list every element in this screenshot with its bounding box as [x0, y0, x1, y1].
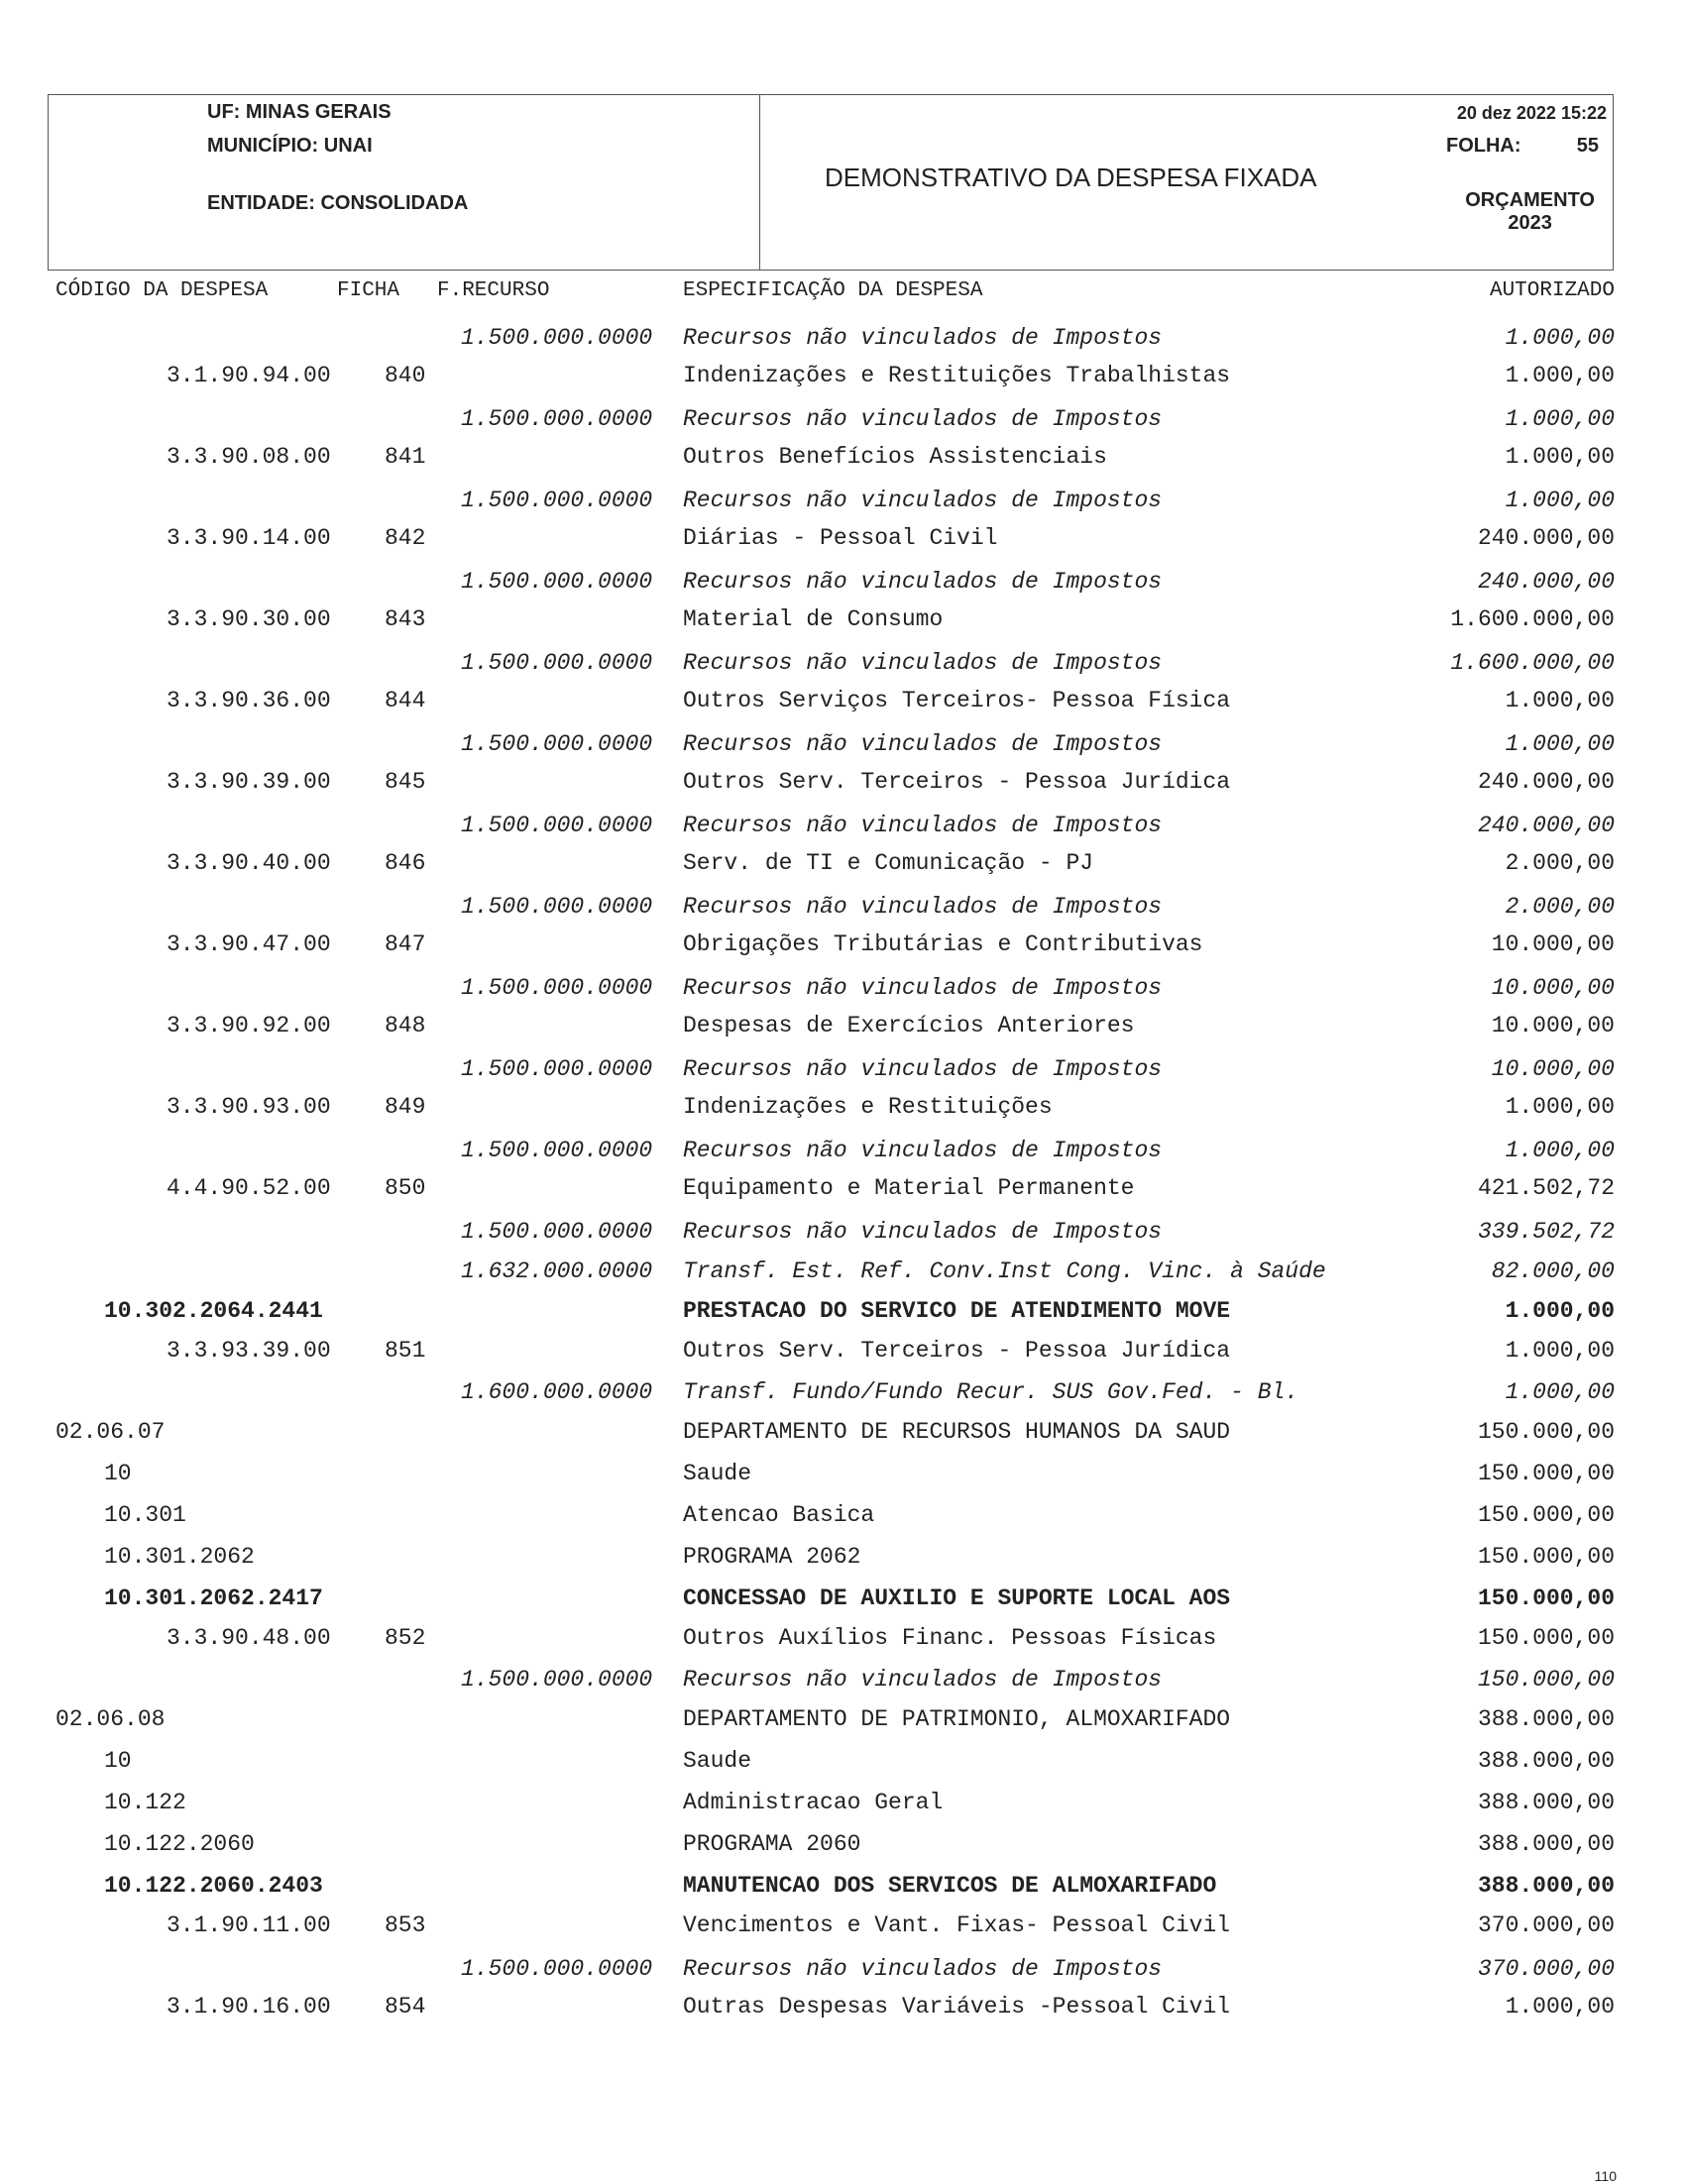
- code-cell: 10.301: [104, 1502, 186, 1528]
- table-row: [0, 363, 1686, 392]
- code-cell: 3.3.90.92.00: [167, 1013, 331, 1038]
- description-cell: Recursos não vinculados de Impostos: [683, 488, 1163, 513]
- value-cell: 1.000,00: [1505, 325, 1615, 351]
- report-datetime: 20 dez 2022 15:22: [1456, 103, 1607, 123]
- code-cell: 3.1.90.16.00: [167, 1994, 331, 2020]
- value-cell: 10.000,00: [1491, 1013, 1615, 1038]
- code-cell: 10.122: [104, 1790, 186, 1815]
- code-cell: 10.122.2060.2403: [104, 1873, 323, 1899]
- ficha-cell: 854: [385, 1994, 426, 2020]
- code-cell: 3.3.90.39.00: [167, 769, 331, 795]
- table-row-resource: [0, 1956, 1686, 1986]
- table-row: [0, 688, 1686, 717]
- value-cell: 1.000,00: [1505, 1994, 1615, 2020]
- value-cell: 388.000,00: [1477, 1706, 1615, 1732]
- code-cell: 10.302.2064.2441: [104, 1298, 323, 1324]
- description-cell: Recursos não vinculados de Impostos: [683, 1056, 1163, 1082]
- value-cell: 150.000,00: [1477, 1461, 1615, 1486]
- description-cell: Recursos não vinculados de Impostos: [683, 1956, 1163, 1982]
- ficha-cell: 845: [385, 769, 426, 795]
- table-row: [0, 1831, 1686, 1861]
- description-cell: Outros Benefícios Assistenciais: [683, 444, 1107, 470]
- code-cell: 02.06.08: [56, 1706, 166, 1732]
- description-cell: PRESTACAO DO SERVICO DE ATENDIMENTO MOVE: [683, 1298, 1231, 1324]
- description-cell: DEPARTAMENTO DE RECURSOS HUMANOS DA SAUD: [683, 1419, 1231, 1445]
- table-row-resource: [0, 894, 1686, 924]
- table-row: [0, 1338, 1686, 1367]
- value-cell: 82.000,00: [1491, 1258, 1615, 1284]
- table-row-resource: [0, 488, 1686, 517]
- table-row: [0, 1419, 1686, 1449]
- ficha-cell: 847: [385, 931, 426, 957]
- municipio-label: MUNICÍPIO: UNAI: [207, 135, 373, 157]
- description-cell: Serv. de TI e Comunicação - PJ: [683, 850, 1094, 876]
- description-cell: Atencao Basica: [683, 1502, 875, 1528]
- recurso-cell: 1.500.000.0000: [461, 406, 653, 432]
- value-cell: 1.000,00: [1505, 1298, 1615, 1324]
- table-row: [0, 1873, 1686, 1903]
- ficha-cell: 842: [385, 525, 426, 551]
- code-cell: 02.06.07: [56, 1419, 166, 1445]
- description-cell: Saude: [683, 1461, 752, 1486]
- table-row-resource: [0, 975, 1686, 1005]
- value-cell: 1.000,00: [1505, 488, 1615, 513]
- table-row: [0, 606, 1686, 636]
- table-row: [0, 1585, 1686, 1615]
- value-cell: 240.000,00: [1477, 769, 1615, 795]
- ficha-cell: 840: [385, 363, 426, 388]
- table-row: [0, 1298, 1686, 1328]
- table-row-resource: [0, 325, 1686, 355]
- value-cell: 388.000,00: [1477, 1831, 1615, 1857]
- orcamento-year: 2023: [1508, 212, 1552, 234]
- code-cell: 3.1.90.94.00: [167, 363, 331, 388]
- recurso-cell: 1.500.000.0000: [461, 1138, 653, 1163]
- value-cell: 1.000,00: [1505, 1094, 1615, 1120]
- col-ficha: FICHA: [337, 279, 400, 302]
- table-row-resource: [0, 1258, 1686, 1288]
- table-row: [0, 850, 1686, 880]
- value-cell: 150.000,00: [1477, 1625, 1615, 1651]
- table-row: [0, 1461, 1686, 1490]
- value-cell: 240.000,00: [1477, 813, 1615, 838]
- code-cell: 4.4.90.52.00: [167, 1175, 331, 1201]
- value-cell: 388.000,00: [1477, 1790, 1615, 1815]
- code-cell: 10: [104, 1461, 132, 1486]
- col-recurso: F.RECURSO: [437, 279, 550, 302]
- description-cell: Recursos não vinculados de Impostos: [683, 1219, 1163, 1245]
- value-cell: 10.000,00: [1491, 1056, 1615, 1082]
- value-cell: 388.000,00: [1477, 1873, 1615, 1899]
- value-cell: 150.000,00: [1477, 1544, 1615, 1570]
- value-cell: 2.000,00: [1505, 850, 1615, 876]
- description-cell: Recursos não vinculados de Impostos: [683, 1667, 1163, 1693]
- table-row-resource: [0, 1379, 1686, 1409]
- code-cell: 3.3.93.39.00: [167, 1338, 331, 1364]
- value-cell: 388.000,00: [1477, 1748, 1615, 1774]
- value-cell: 1.000,00: [1505, 731, 1615, 757]
- description-cell: Indenizações e Restituições Trabalhistas: [683, 363, 1231, 388]
- ficha-cell: 843: [385, 606, 426, 632]
- description-cell: Transf. Fundo/Fundo Recur. SUS Gov.Fed. - Bl.: [683, 1379, 1299, 1405]
- value-cell: 370.000,00: [1477, 1912, 1615, 1938]
- value-cell: 1.000,00: [1505, 688, 1615, 713]
- recurso-cell: 1.500.000.0000: [461, 1056, 653, 1082]
- table-row-resource: [0, 1056, 1686, 1086]
- description-cell: Recursos não vinculados de Impostos: [683, 813, 1163, 838]
- ficha-cell: 851: [385, 1338, 426, 1364]
- code-cell: 10.122.2060: [104, 1831, 255, 1857]
- ficha-cell: 853: [385, 1912, 426, 1938]
- value-cell: 1.000,00: [1505, 444, 1615, 470]
- table-row-resource: [0, 813, 1686, 842]
- table-row-resource: [0, 1219, 1686, 1249]
- orcamento-block: [1465, 189, 1595, 235]
- ficha-cell: 848: [385, 1013, 426, 1038]
- code-cell: 10.301.2062: [104, 1544, 255, 1570]
- recurso-cell: 1.500.000.0000: [461, 1956, 653, 1982]
- recurso-cell: 1.632.000.0000: [461, 1258, 653, 1284]
- description-cell: Transf. Est. Ref. Conv.Inst Cong. Vinc. à Saúde: [683, 1258, 1326, 1284]
- table-row: [0, 1544, 1686, 1574]
- description-cell: Outros Serviços Terceiros- Pessoa Física: [683, 688, 1231, 713]
- recurso-cell: 1.500.000.0000: [461, 1219, 653, 1245]
- value-cell: 1.000,00: [1505, 406, 1615, 432]
- description-cell: PROGRAMA 2060: [683, 1831, 861, 1857]
- page-number: 110: [1594, 2168, 1617, 2184]
- recurso-cell: 1.500.000.0000: [461, 1667, 653, 1693]
- code-cell: 3.3.90.30.00: [167, 606, 331, 632]
- uf-label: UF: MINAS GERAIS: [207, 101, 392, 123]
- code-cell: 3.3.90.47.00: [167, 931, 331, 957]
- value-cell: 240.000,00: [1477, 569, 1615, 595]
- description-cell: CONCESSAO DE AUXILIO E SUPORTE LOCAL AOS: [683, 1585, 1231, 1611]
- table-row-resource: [0, 1138, 1686, 1167]
- table-row: [0, 1094, 1686, 1124]
- folha-number: 55: [1576, 135, 1599, 157]
- table-row: [0, 1748, 1686, 1778]
- value-cell: 370.000,00: [1477, 1956, 1615, 1982]
- table-row: [0, 444, 1686, 474]
- value-cell: 339.502,72: [1477, 1219, 1615, 1245]
- value-cell: 1.000,00: [1505, 363, 1615, 388]
- ficha-cell: 850: [385, 1175, 426, 1201]
- table-row: [0, 1502, 1686, 1532]
- recurso-cell: 1.600.000.0000: [461, 1379, 653, 1405]
- description-cell: Recursos não vinculados de Impostos: [683, 406, 1163, 432]
- description-cell: Equipamento e Material Permanente: [683, 1175, 1135, 1201]
- table-row-resource: [0, 569, 1686, 599]
- col-autorizado: AUTORIZADO: [1489, 279, 1615, 302]
- code-cell: 10.301.2062.2417: [104, 1585, 323, 1611]
- recurso-cell: 1.500.000.0000: [461, 731, 653, 757]
- description-cell: Outros Auxílios Financ. Pessoas Físicas: [683, 1625, 1217, 1651]
- value-cell: 2.000,00: [1505, 894, 1615, 920]
- code-cell: 3.1.90.11.00: [167, 1912, 331, 1938]
- ficha-cell: 844: [385, 688, 426, 713]
- description-cell: Indenizações e Restituições: [683, 1094, 1053, 1120]
- table-row-resource: [0, 731, 1686, 761]
- ficha-cell: 849: [385, 1094, 426, 1120]
- table-row: [0, 931, 1686, 961]
- table-row: [0, 769, 1686, 799]
- table-row: [0, 1790, 1686, 1819]
- recurso-cell: 1.500.000.0000: [461, 894, 653, 920]
- value-cell: 1.000,00: [1505, 1338, 1615, 1364]
- value-cell: 1.600.000,00: [1450, 650, 1615, 676]
- table-row: [0, 525, 1686, 555]
- entidade-label: ENTIDADE: CONSOLIDADA: [207, 192, 469, 214]
- table-row: [0, 1706, 1686, 1736]
- col-especificacao: ESPECIFICAÇÃO DA DESPESA: [683, 279, 983, 302]
- value-cell: 1.600.000,00: [1450, 606, 1615, 632]
- value-cell: 10.000,00: [1491, 975, 1615, 1001]
- header-divider: [759, 95, 760, 270]
- description-cell: Recursos não vinculados de Impostos: [683, 731, 1163, 757]
- description-cell: Recursos não vinculados de Impostos: [683, 1138, 1163, 1163]
- ficha-cell: 841: [385, 444, 426, 470]
- col-codigo: CÓDIGO DA DESPESA: [56, 279, 269, 302]
- description-cell: Outras Despesas Variáveis -Pessoal Civil: [683, 1994, 1231, 2020]
- description-cell: Recursos não vinculados de Impostos: [683, 650, 1163, 676]
- orcamento-label: ORÇAMENTO: [1465, 189, 1595, 211]
- code-cell: 3.3.90.08.00: [167, 444, 331, 470]
- code-cell: 10: [104, 1748, 132, 1774]
- description-cell: DEPARTAMENTO DE PATRIMONIO, ALMOXARIFADO: [683, 1706, 1231, 1732]
- description-cell: Recursos não vinculados de Impostos: [683, 894, 1163, 920]
- value-cell: 421.502,72: [1477, 1175, 1615, 1201]
- value-cell: 150.000,00: [1477, 1502, 1615, 1528]
- table-row: [0, 1013, 1686, 1042]
- value-cell: 240.000,00: [1477, 525, 1615, 551]
- value-cell: 10.000,00: [1491, 931, 1615, 957]
- value-cell: 150.000,00: [1477, 1667, 1615, 1693]
- value-cell: 150.000,00: [1477, 1419, 1615, 1445]
- recurso-cell: 1.500.000.0000: [461, 488, 653, 513]
- report-title: DEMONSTRATIVO DA DESPESA FIXADA: [825, 163, 1317, 192]
- description-cell: Despesas de Exercícios Anteriores: [683, 1013, 1135, 1038]
- table-row: [0, 1625, 1686, 1655]
- description-cell: Recursos não vinculados de Impostos: [683, 569, 1163, 595]
- table-row: [0, 1994, 1686, 2023]
- code-cell: 3.3.90.48.00: [167, 1625, 331, 1651]
- description-cell: Obrigações Tributárias e Contributivas: [683, 931, 1203, 957]
- description-cell: Administracao Geral: [683, 1790, 944, 1815]
- recurso-cell: 1.500.000.0000: [461, 975, 653, 1001]
- recurso-cell: 1.500.000.0000: [461, 325, 653, 351]
- table-row-resource: [0, 406, 1686, 436]
- code-cell: 3.3.90.36.00: [167, 688, 331, 713]
- description-cell: Recursos não vinculados de Impostos: [683, 325, 1163, 351]
- description-cell: MANUTENCAO DOS SERVICOS DE ALMOXARIFADO: [683, 1873, 1217, 1899]
- value-cell: 150.000,00: [1477, 1585, 1615, 1611]
- code-cell: 3.3.90.93.00: [167, 1094, 331, 1120]
- recurso-cell: 1.500.000.0000: [461, 813, 653, 838]
- description-cell: Saude: [683, 1748, 752, 1774]
- recurso-cell: 1.500.000.0000: [461, 650, 653, 676]
- table-row: [0, 1175, 1686, 1205]
- code-cell: 3.3.90.40.00: [167, 850, 331, 876]
- table-row: [0, 1912, 1686, 1942]
- table-row-resource: [0, 650, 1686, 680]
- value-cell: 1.000,00: [1505, 1379, 1615, 1405]
- table-row-resource: [0, 1667, 1686, 1696]
- code-cell: 3.3.90.14.00: [167, 525, 331, 551]
- ficha-cell: 852: [385, 1625, 426, 1651]
- description-cell: PROGRAMA 2062: [683, 1544, 861, 1570]
- description-cell: Diárias - Pessoal Civil: [683, 525, 998, 551]
- description-cell: Outros Serv. Terceiros - Pessoa Jurídica: [683, 769, 1231, 795]
- recurso-cell: 1.500.000.0000: [461, 569, 653, 595]
- report-header: [48, 94, 1614, 271]
- ficha-cell: 846: [385, 850, 426, 876]
- folha-label: FOLHA:: [1446, 135, 1521, 157]
- description-cell: Recursos não vinculados de Impostos: [683, 975, 1163, 1001]
- value-cell: 1.000,00: [1505, 1138, 1615, 1163]
- description-cell: Outros Serv. Terceiros - Pessoa Jurídica: [683, 1338, 1231, 1364]
- description-cell: Vencimentos e Vant. Fixas- Pessoal Civil: [683, 1912, 1231, 1938]
- description-cell: Material de Consumo: [683, 606, 944, 632]
